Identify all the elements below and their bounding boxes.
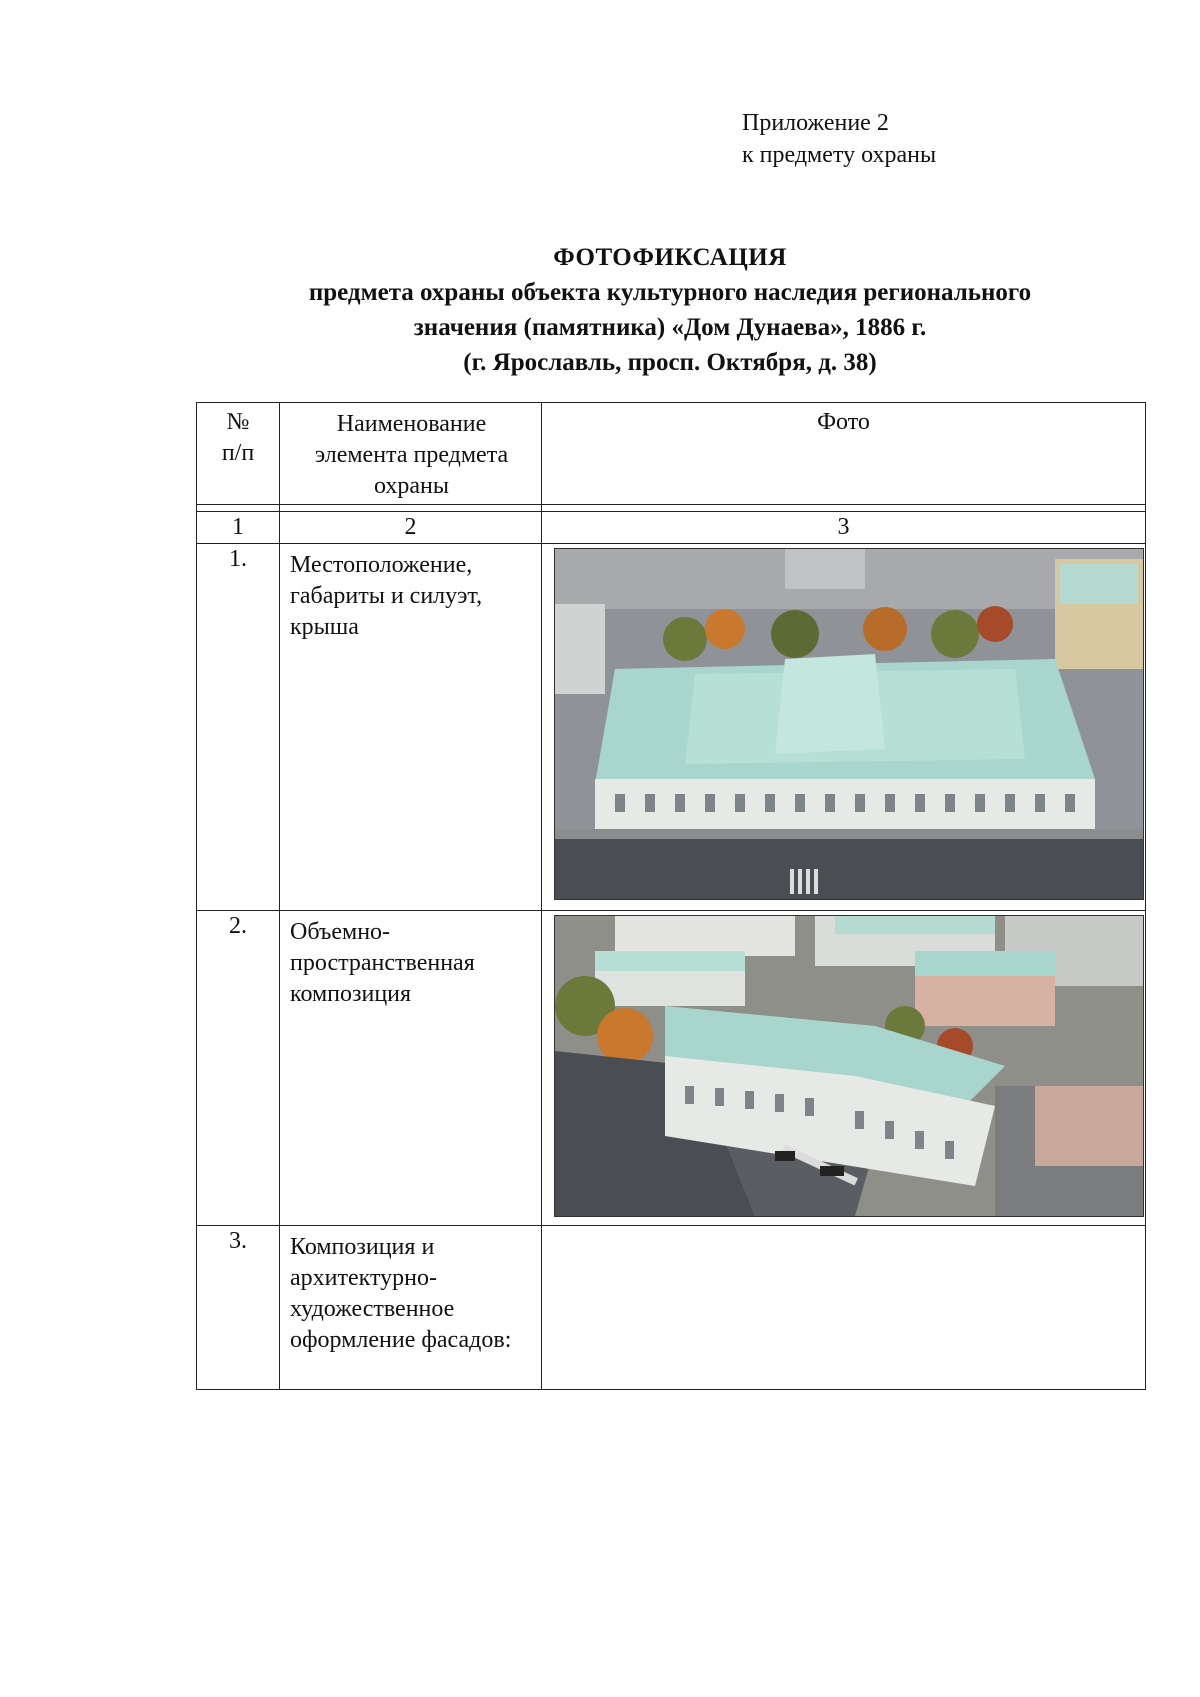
column-number: 3 [542,512,1146,544]
title-line-2: значения (памятника) «Дом Дунаева», 1886 г. [413,314,927,341]
header-num [197,403,280,505]
appendix-label [742,107,1042,171]
table-row [197,544,1146,911]
row-photo-cell-empty [542,1226,1146,1390]
row-number: 3. [197,1226,280,1390]
row-photo-cell [542,911,1146,1226]
appendix-line-2: к предмету охраны [742,142,937,168]
row-number: 1. [197,544,280,911]
table-header-row [197,403,1146,505]
row-element-name: Объемно-пространственная композиция [280,911,542,1226]
header-name: Наименование элемента предмета охраны [280,403,542,505]
column-number: 1 [197,512,280,544]
document-title [200,240,1140,380]
title-line-3: (г. Ярославль, просп. Октября, д. 38) [463,349,877,376]
appendix-line-1: Приложение 2 [742,110,889,136]
title-line-1: предмета охраны объекта культурного наследия регионального [308,279,1032,306]
row-element-name: Композиция и архитектурно-художественное оформление фасадов: [280,1226,542,1390]
row-number: 2. [197,911,280,1226]
row-element-name: Местоположение, габариты и силуэт, крыша [280,544,542,911]
header-num-abbr: п/п [221,440,255,466]
protection-table [196,402,1146,1390]
aerial-photo-composition [554,915,1144,1217]
row-photo-cell [542,544,1146,911]
table-row [197,1226,1146,1390]
aerial-photo-roof [554,548,1144,900]
header-photo: Фото [542,403,1146,505]
table-row [197,911,1146,1226]
column-numbers-row [197,512,1146,544]
title-main: ФОТОФИКСАЦИЯ [553,244,787,271]
column-number: 2 [280,512,542,544]
header-num-symbol: № [226,409,250,435]
header-separator [197,505,1146,512]
